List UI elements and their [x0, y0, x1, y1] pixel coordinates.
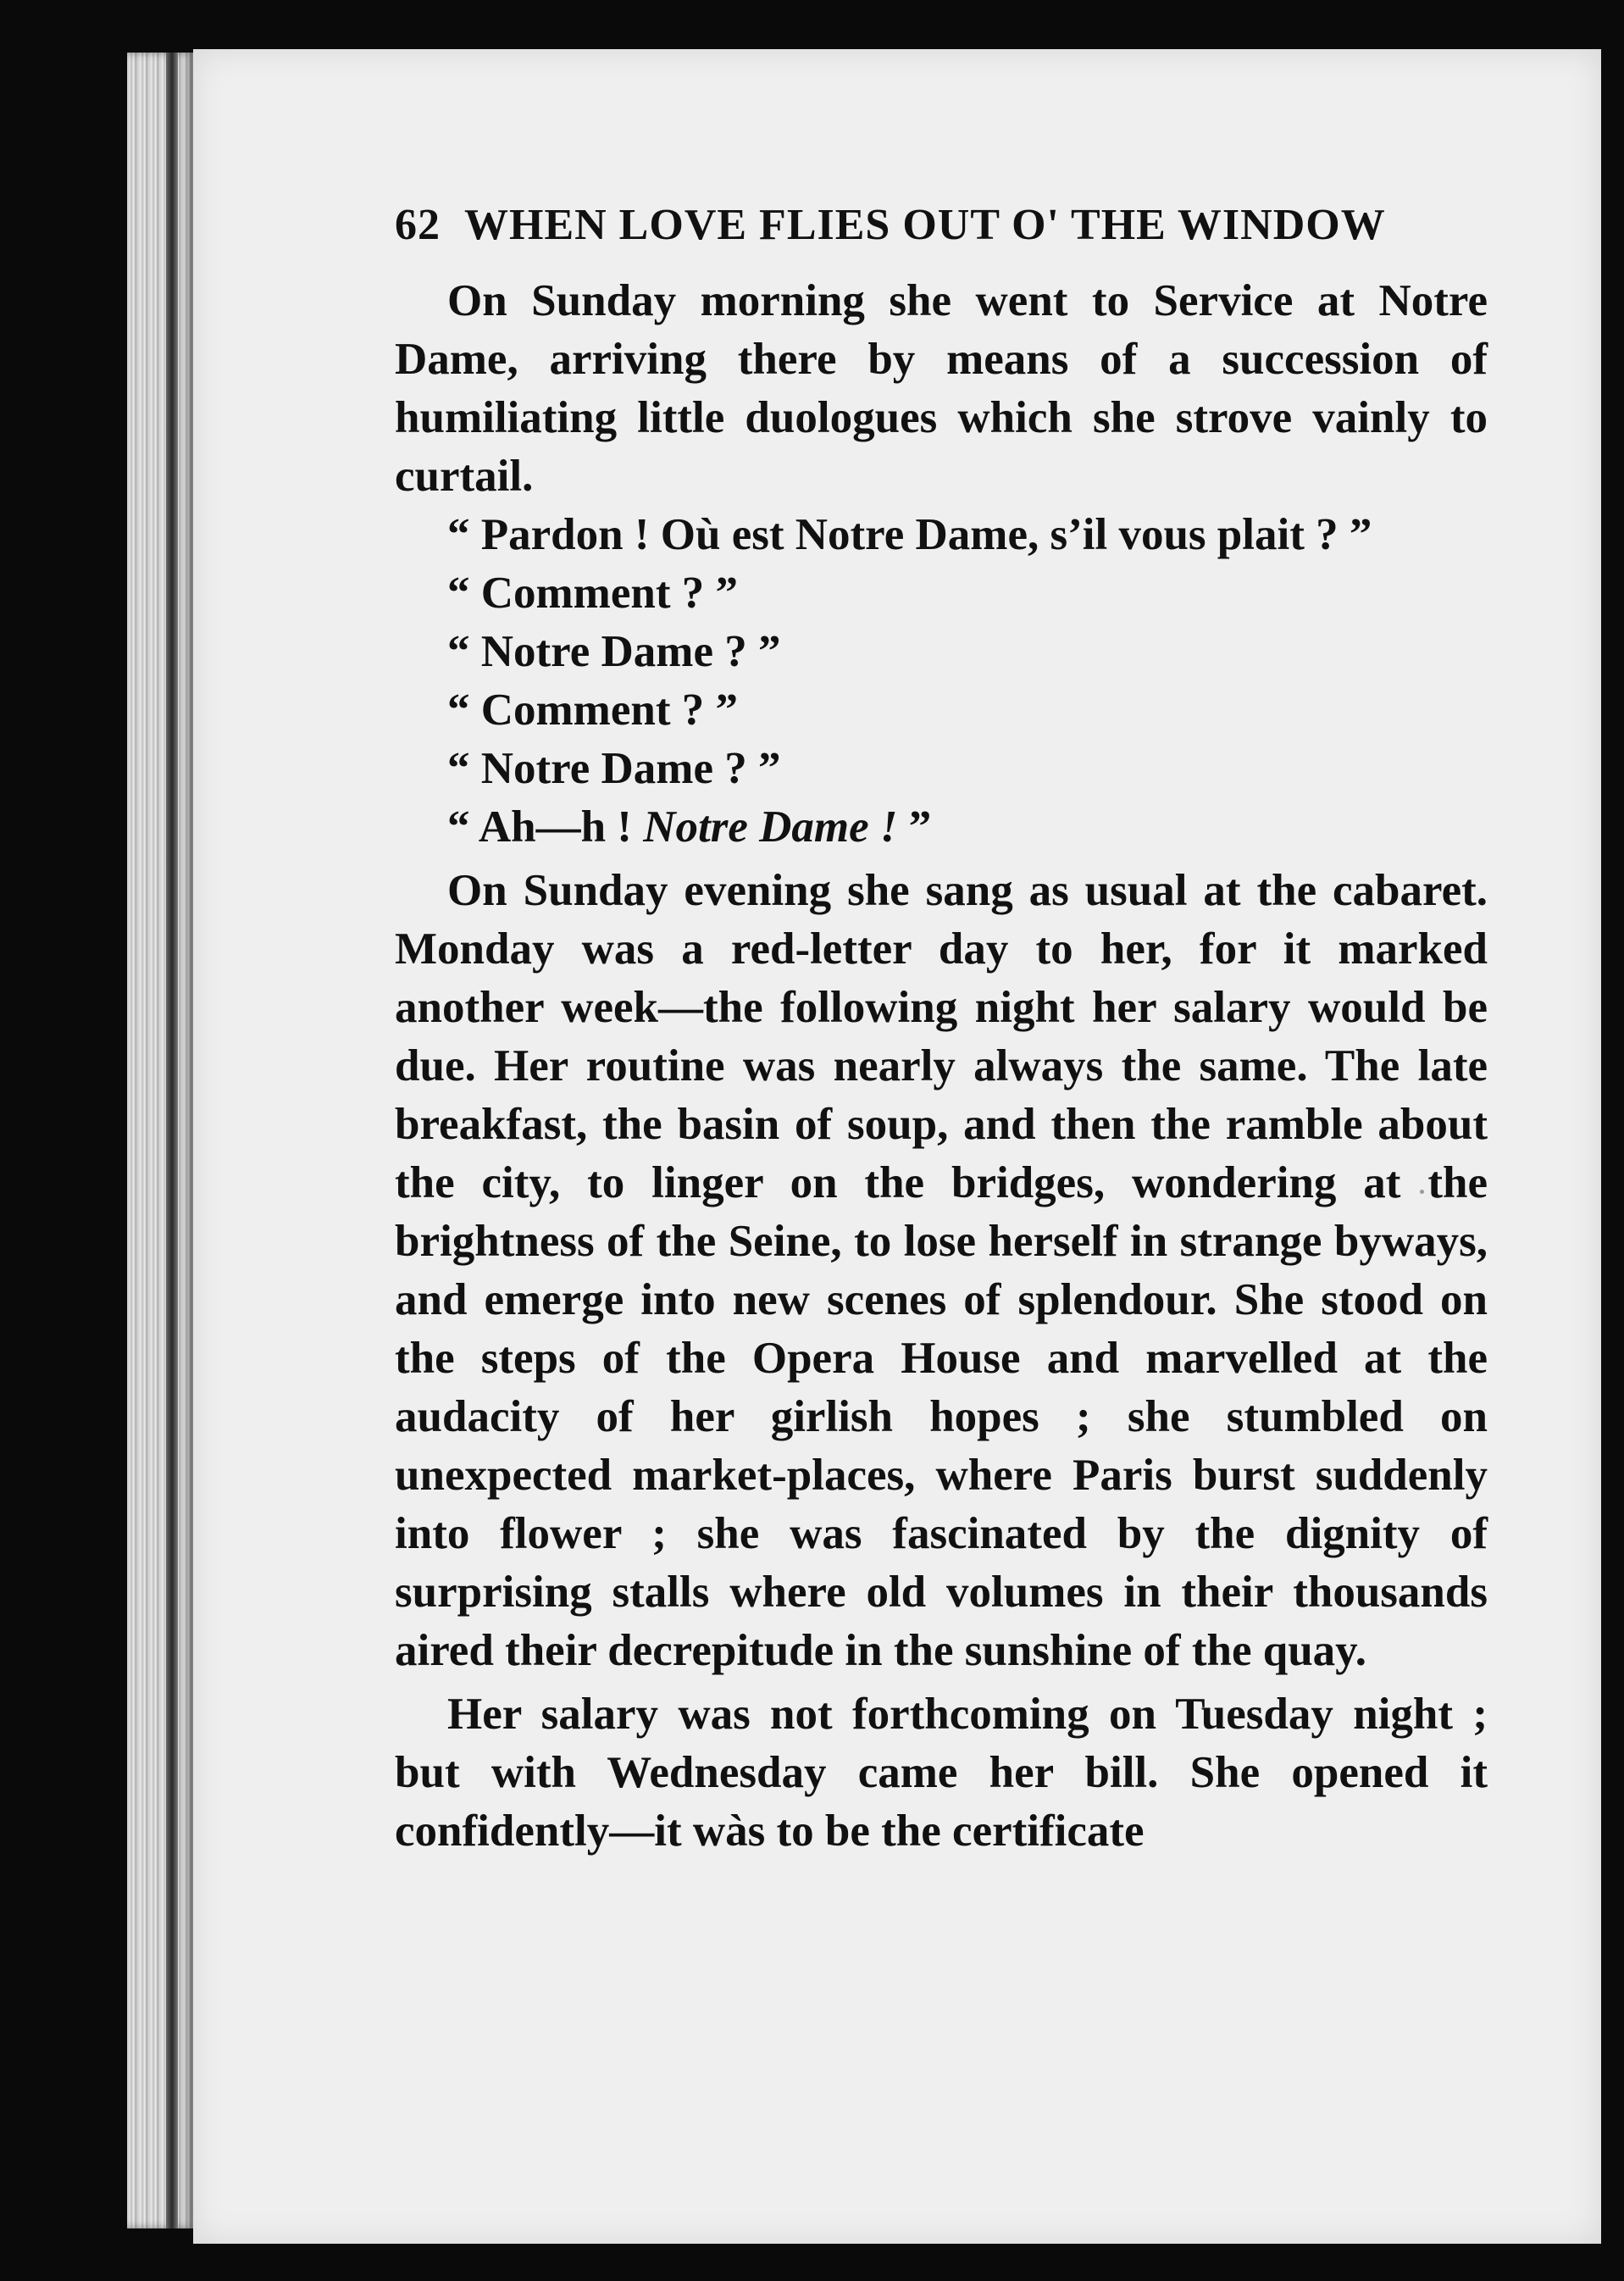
dialogue-text: “ Ah—h ! — [447, 802, 644, 852]
body-text — [395, 272, 1488, 1861]
dialogue-close-quote: ” — [897, 802, 932, 852]
dialogue-line — [395, 798, 1488, 857]
dialogue-line: “ Notre Dame ? ” — [447, 744, 781, 793]
paragraph: Her salary was not forthcoming on Tuesday night ; but with Wednesday came her bill. She opened it confidently—it wàs to be the certificate — [395, 1690, 1488, 1856]
book-gutter-shadow — [166, 53, 178, 2228]
running-title: WHEN LOVE FLIES OUT O' THE WINDOW — [464, 201, 1386, 249]
dialogue-line: “ Comment ? ” — [447, 569, 738, 618]
dialogue-line: “ Comment ? ” — [447, 685, 738, 735]
dialogue-line: “ Notre Dame ? ” — [447, 627, 781, 676]
dialogue-line: “ Pardon ! Où est Notre Dame, s’il vous plait ? ” — [447, 510, 1372, 559]
book-page-edges — [127, 53, 193, 2228]
italic-text: Notre Dame ! — [643, 802, 898, 852]
paragraph: On Sunday evening she sang as usual at the cabaret. Monday was a red-letter day to her, for it marked another week—the following night her salary would be due. Her routine was nearly always the same. The late breakfast, the basin of soup, and then the ramble about the city, to linger on the bridges, wondering at the brightness of the Seine, to lose herself in strange byways, and emerge into new scenes of splendour. She stood on the steps of the Opera House and marvelled at the audacity of her girlish hopes ; she stumbled on unexpected market-places, where Paris burst suddenly into flower ; she was fascinated by the dignity of surprising stalls where old volumes in their thousands aired their decrepitude in the sunshine of the quay. — [395, 866, 1488, 1675]
text-block — [395, 200, 1488, 1861]
running-head — [395, 200, 1488, 250]
book-page — [193, 49, 1601, 2244]
paragraph: On Sunday morning she went to Service at Notre Dame, arriving there by means of a succession of humiliating little duologues which she strove vainly to curtail. — [395, 276, 1488, 501]
page-number: 62 — [395, 201, 441, 249]
